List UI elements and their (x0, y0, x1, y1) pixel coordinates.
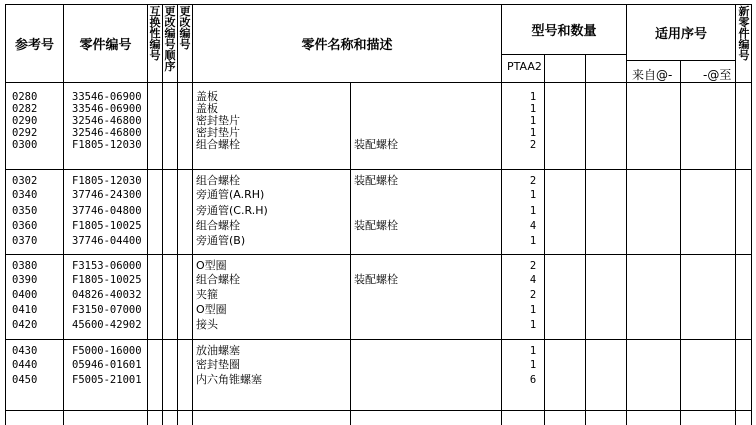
ref-no: 0450 (12, 374, 38, 386)
part-name: 密封垫片 (196, 114, 240, 127)
header-serial: 适用序号 (654, 27, 707, 42)
part-name: 接头 (196, 318, 218, 331)
col-rule (585, 54, 586, 425)
part-qty: 1 (529, 319, 537, 331)
part-no: 37746-04400 (72, 235, 142, 247)
part-desc: 装配螺栓 (354, 138, 398, 151)
part-no: 32546-46800 (72, 127, 142, 139)
part-qty: 2 (529, 289, 537, 301)
part-no: 37746-24300 (72, 189, 142, 201)
part-qty: 1 (529, 304, 537, 316)
part-no: 37746-04800 (72, 205, 142, 217)
part-qty: 4 (529, 274, 537, 286)
part-qty: 2 (529, 139, 537, 151)
part-qty: 1 (529, 103, 537, 115)
part-qty: 1 (529, 205, 537, 217)
part-qty: 2 (529, 175, 537, 187)
model-subheader-rule (501, 54, 626, 55)
part-name: 组合螺栓 (196, 273, 240, 286)
part-no: F1805-12030 (72, 175, 142, 187)
part-qty: 1 (529, 91, 537, 103)
ref-no: 0380 (12, 260, 38, 272)
ref-no: 0302 (12, 175, 38, 187)
part-no: 33546-06900 (72, 103, 142, 115)
group-divider (5, 254, 751, 255)
group-divider (5, 339, 751, 340)
part-desc: 装配螺栓 (354, 273, 398, 286)
part-name: 密封垫片 (196, 126, 240, 139)
ref-no: 0290 (12, 115, 38, 127)
part-no: 04826-40032 (72, 289, 142, 301)
header-from: 来自@- (632, 68, 673, 82)
part-name: 夹箍 (196, 288, 218, 301)
col-rule (626, 4, 627, 425)
part-name: 内六角锥螺塞 (196, 373, 262, 386)
col-rule (751, 4, 752, 425)
part-qty: 1 (529, 127, 537, 139)
col-rule (501, 4, 502, 425)
col-rule (735, 4, 736, 425)
part-no: F3150-07000 (72, 304, 142, 316)
part-name: 放油螺塞 (196, 344, 240, 357)
ref-no: 0340 (12, 189, 38, 201)
part-qty: 6 (529, 374, 537, 386)
ref-no: 0420 (12, 319, 38, 331)
group-divider (5, 410, 751, 411)
part-qty: 4 (529, 220, 537, 232)
part-name: 盖板 (196, 90, 218, 103)
ref-no: 0440 (12, 359, 38, 371)
part-name: 组合螺栓 (196, 219, 240, 232)
part-name: 密封垫圈 (196, 358, 240, 371)
part-no: F1805-10025 (72, 274, 142, 286)
part-no: F1805-10025 (72, 220, 142, 232)
part-no: F5000-16000 (72, 345, 142, 357)
part-name: 旁通管(C.R.H) (196, 204, 268, 217)
part-qty: 1 (529, 345, 537, 357)
header-name-desc: 零件名称和描述 (301, 38, 393, 53)
part-name: 旁通管(A.RH) (196, 188, 265, 201)
part-name: 盖板 (196, 102, 218, 115)
ref-no: 0400 (12, 289, 38, 301)
part-qty: 1 (529, 189, 537, 201)
part-qty: 1 (529, 235, 537, 247)
part-name: 组合螺栓 (196, 174, 240, 187)
header-change-seq: 更改编号 (179, 5, 191, 51)
part-qty: 2 (529, 260, 537, 272)
col-rule (544, 54, 545, 425)
header-part-no: 零件编号 (79, 38, 132, 53)
header-model-code: PTAA2 (507, 60, 542, 73)
part-qty: 1 (529, 115, 537, 127)
part-name: 旁通管(B) (196, 234, 246, 247)
part-name: O型圈 (196, 259, 227, 272)
ref-no: 0390 (12, 274, 38, 286)
part-no: 05946-01601 (72, 359, 142, 371)
ref-no: 0430 (12, 345, 38, 357)
part-no: F5005-21001 (72, 374, 142, 386)
part-no: F1805-12030 (72, 139, 142, 151)
ref-no: 0370 (12, 235, 38, 247)
part-no: 32546-46800 (72, 115, 142, 127)
col-rule (162, 4, 163, 425)
part-name: O型圈 (196, 303, 227, 316)
ref-no: 0280 (12, 91, 38, 103)
group-divider (5, 169, 751, 170)
header-interchange-no: 互换性编号 (149, 5, 161, 62)
ref-no: 0292 (12, 127, 38, 139)
part-desc: 装配螺栓 (354, 174, 398, 187)
header-model-qty: 型号和数量 (531, 24, 597, 39)
col-rule (350, 82, 351, 425)
header-change-no: 更改编号顺序 (164, 5, 176, 73)
part-no: 45600-42902 (72, 319, 142, 331)
ref-no: 0350 (12, 205, 38, 217)
part-desc: 装配螺栓 (354, 219, 398, 232)
part-name: 组合螺栓 (196, 138, 240, 151)
col-rule (680, 60, 681, 425)
ref-no: 0360 (12, 220, 38, 232)
ref-no: 0410 (12, 304, 38, 316)
part-qty: 1 (529, 359, 537, 371)
header-to: -@至 (703, 68, 732, 82)
part-no: 33546-06900 (72, 91, 142, 103)
col-rule (177, 4, 178, 425)
ref-no: 0300 (12, 139, 38, 151)
col-rule (147, 4, 148, 425)
header-ref-no: 参考号 (14, 38, 54, 53)
ref-no: 0282 (12, 103, 38, 115)
header-new-part: 新零件编号 (738, 5, 750, 62)
part-no: F3153-06000 (72, 260, 142, 272)
